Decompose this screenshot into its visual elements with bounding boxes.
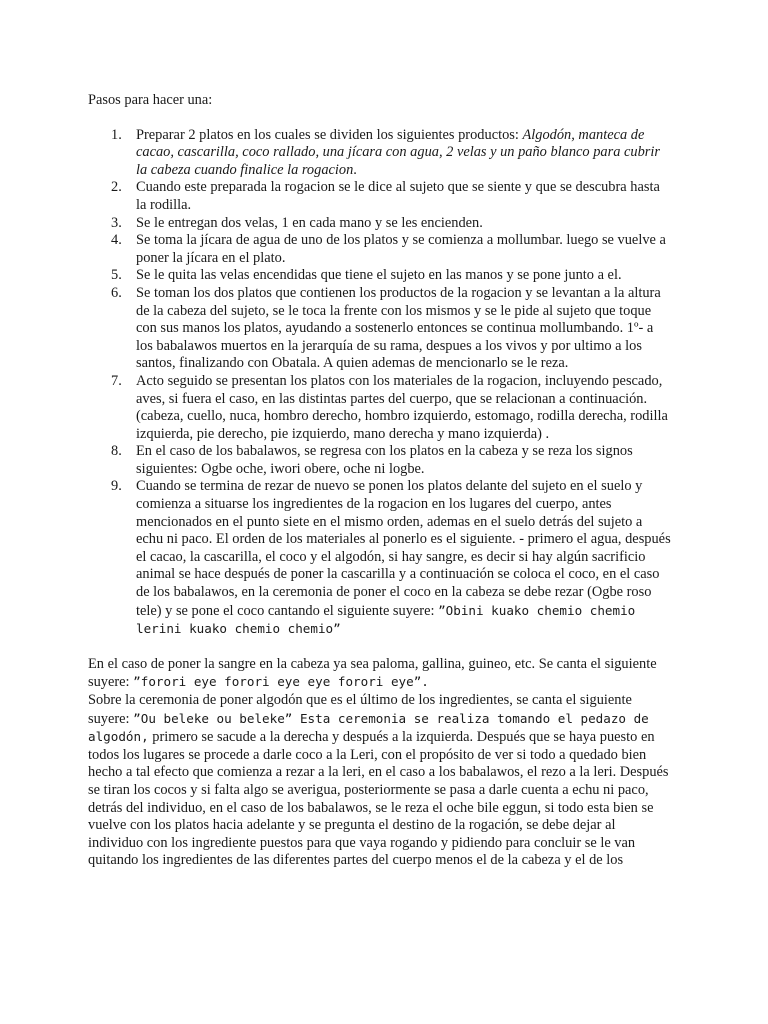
step-text: Se toman los dos platos que contienen los productos de la rogacion y se levantan a la altura de la cabeza del sujeto, se le toca la frente con los mismos y se le pide al sujeto que toque con sus manos los platos, ayudando a sostenerlo entonces se continua mollumbando. 1º- a los babalawos muertos en la jerarquía de su rama, despues a los vivos y por ultimo a los santos, finalizando con Obatala. A quien ademas de mencionarlo se le reza. xyxy=(136,284,661,372)
step-number: 4. xyxy=(111,232,122,249)
step-item xyxy=(111,267,673,285)
step-number: 1. xyxy=(111,126,122,143)
paragraph-blood xyxy=(88,656,673,692)
step-emphasis: Algodón, manteca de cacao, cascarilla, coco rallado, una jícara con agua, 2 velas y un paño blanco para cubrir la cabeza cuando finalice la rogacion xyxy=(136,126,660,178)
step-chant: ”Obini kuako chemio chemio lerini kuako chemio chemio” xyxy=(136,602,636,637)
paragraph-text: Sobre la ceremonia de poner algodón que es el último de los ingredientes, se canta el siguiente suyere: xyxy=(88,692,632,727)
step-item xyxy=(111,179,673,214)
paragraph-chant: ”forori eye forori eye eye forori eye”. xyxy=(133,674,429,690)
paragraph-text: En el caso de poner la sangre en la cabeza ya sea paloma, gallina, guineo, etc. Se canta el siguiente suyere: xyxy=(88,655,657,691)
step-number: 3. xyxy=(111,214,122,231)
step-text: Se le quita las velas encendidas que tiene el sujeto en las manos y se pone junto a el. xyxy=(136,267,622,284)
step-number: 9. xyxy=(111,478,122,495)
step-number: 5. xyxy=(111,267,122,284)
step-item xyxy=(111,478,673,638)
step-text: Se le entregan dos velas, 1 en cada mano y se les encienden. xyxy=(136,214,483,231)
step-item xyxy=(111,284,673,373)
step-item xyxy=(111,372,673,443)
document-heading: Pasos para hacer una: xyxy=(88,92,213,108)
step-number: 8. xyxy=(111,443,122,460)
step-number: 7. xyxy=(111,372,122,389)
steps-list xyxy=(88,127,673,639)
step-item xyxy=(111,214,673,233)
step-text: Cuando este preparada la rogacion se le dice al sujeto que se siente y que se descubra hasta la rodilla. xyxy=(136,179,660,213)
paragraph-chant: ”Ou beleke ou beleke” Esta ceremonia se realiza tomando el pedazo de algodón, xyxy=(88,710,649,745)
step-item xyxy=(111,443,673,478)
closing-text xyxy=(88,656,673,870)
step-text: Preparar 2 platos en los cuales se dividen los siguientes productos: xyxy=(136,126,523,143)
step-text: Cuando se termina de rezar de nuevo se ponen los platos delante del sujeto en el suelo y comienza a situarse los ingredientes de la rogacion en los lugares del cuerpo, antes mencionados en el punto siete en el mismo orden, ademas en el suelo detrás del sujeto a echu ni paco. El orden de los materiales al ponerlo es el siguiente. - primero el agua, después el cacao, la cascarilla, el coco y el algodón, si hay sangre, es decir si hay algún sacrificio animal se hace después de poner la cascarilla y a continuación se coloca el coco, en el caso de los babalawos, en la ceremonia de poner el coco en la cabeza se debe rezar (Ogbe roso tele) y se pone el coco cantando el siguiente suyere: xyxy=(136,478,671,619)
step-number: 2. xyxy=(111,179,122,196)
step-text: Se toma la jícara de agua de uno de los platos y se comienza a mollumbar. luego se vuelve a poner la jícara en el plato. xyxy=(136,232,666,266)
step-text: En el caso de los babalawos, se regresa con los platos en la cabeza y se reza los signos siguientes: Ogbe oche, iwori obere, oche ni logbe. xyxy=(136,443,633,477)
paragraph-cotton xyxy=(88,692,673,870)
step-text: Acto seguido se presentan los platos con los materiales de la rogacion, incluyendo pescado, aves, si fuera el caso, en las distintas partes del cuerpo, que se relacionan a continuación. (cabeza, cuello, nuca, hombro derecho, hombro izquierdo, estomago, rodilla derecha, rodilla izquierda, pie derecho, pie izquierdo, mano derecha y mano izquierda) . xyxy=(136,372,668,442)
step-item xyxy=(111,232,673,267)
step-number: 6. xyxy=(111,284,122,301)
step-tail: . xyxy=(353,161,357,178)
paragraph-text: primero se sacude a la derecha y después a la izquierda. Después que se haya puesto en todos los lugares se procede a darle coco a la Leri, con el propósito de ver si todo a quedado bien hecho a tal efecto que comienza a rezar a la leri, en el caso a los babalawos, el rezo a la leri. Después se tiran los cocos y si falta algo se averigua, posteriormente se pasa a darle cuenta a echu ni paco, detrás del individuo, en el caso de los babalawos, se le reza el oche bile eggun, si todo esta bien se vuelve con los platos hacia adelante y se pregunta el destino de la rogación, se debe dejar al individuo con los ingrediente puestos para que vaya rogando y pidiendo para concluir se le van quitando los ingredientes de las diferentes partes del cuerpo menos el de la cabeza y el de los xyxy=(88,729,669,869)
step-item xyxy=(111,126,673,180)
